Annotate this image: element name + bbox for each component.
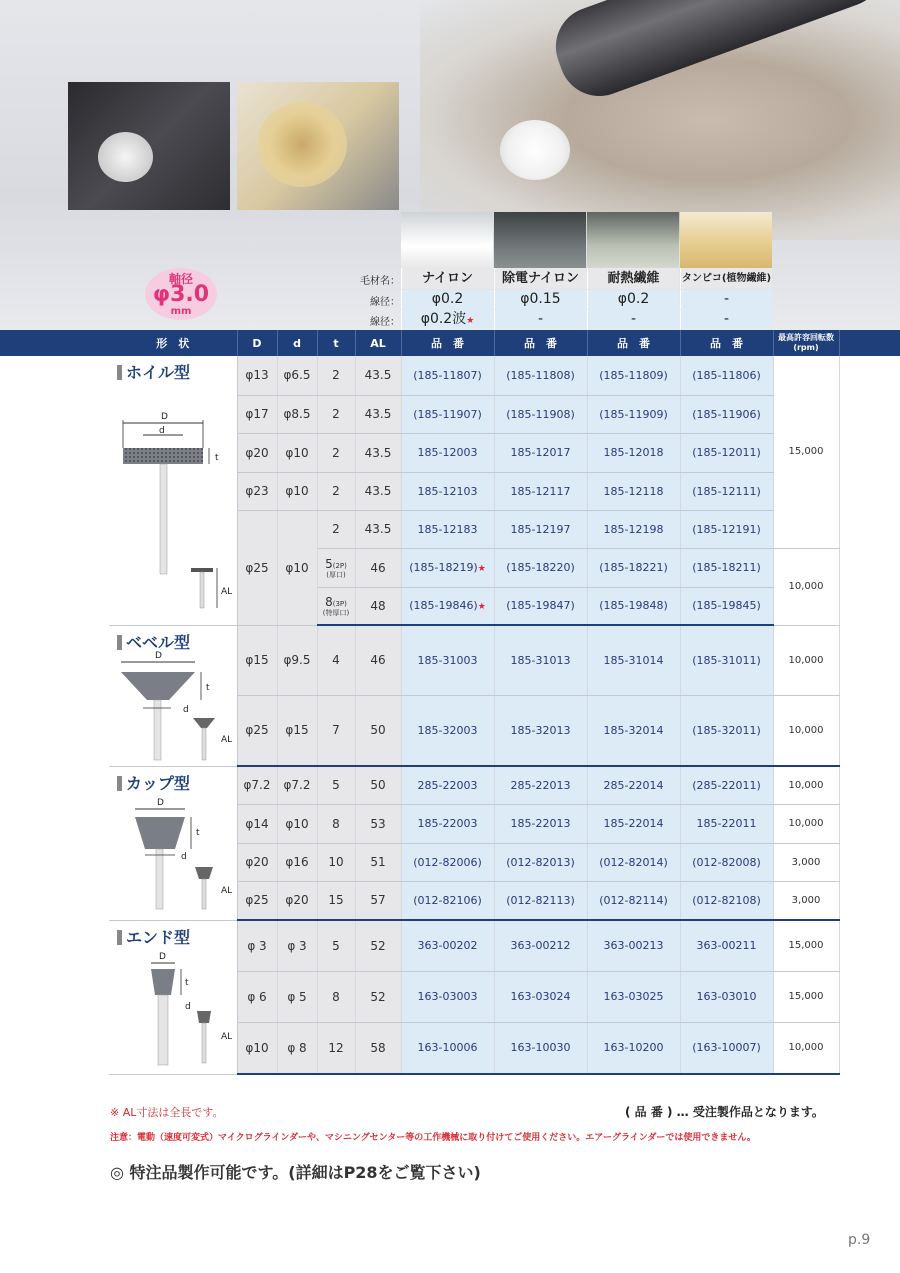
cell-part: (012-82006) [401,843,494,881]
th-part-3: 品 番 [587,330,680,356]
label-t: t [196,827,200,838]
wire2-nylon-text: φ0.2波 [420,311,467,327]
cell-d: φ 3 [277,920,317,971]
wheel-diagram [109,388,235,618]
cell-part: 363-00213 [587,920,680,971]
swatch-nylon [401,212,493,268]
cell-d: φ10 [277,472,317,510]
cell-AL: 52 [355,971,401,1022]
note-made-to-order: ( 品 番 ) … 受注製作品となります。 [625,1105,824,1119]
cell-part: 185-12117 [494,472,587,510]
t-value: 5 [325,556,333,571]
cell-part: (012-82008) [680,843,773,881]
cell-part: 163-03024 [494,971,587,1022]
cell-part: (185-12011) [680,433,773,472]
cell-part [401,587,494,625]
cell-t: 5 [317,766,355,804]
cell-D: φ20 [237,843,277,881]
label-AL: AL [221,587,233,597]
thumb-tampico-brush [237,82,399,210]
cell-part: (185-19845) [680,587,773,625]
star-mark: ★ [477,564,486,574]
cell-part: 185-22011 [680,804,773,843]
cell-d: φ10 [277,510,317,625]
th-shape: 形 状 [109,330,237,356]
cell-t: 12 [317,1022,355,1074]
cell-D: φ13 [237,356,277,395]
cell-D: φ20 [237,433,277,472]
material-tampico: タンピコ(植物繊維) [680,268,772,289]
cell-D: φ 3 [237,920,277,971]
cell-part: (185-18220) [494,548,587,587]
cell-AL: 43.5 [355,433,401,472]
cell-part: 363-00202 [401,920,494,971]
swatch-antistatic-nylon [494,212,586,268]
table-header-row [109,330,839,356]
th-part-2: 品 番 [494,330,587,356]
cell-part: (163-10007) [680,1022,773,1074]
cell-d: φ 8 [277,1022,317,1074]
cell-part: (185-11908) [494,395,587,433]
th-D: D [237,330,277,356]
label-AL: AL [221,1031,233,1042]
cell-part: 185-12118 [587,472,680,510]
cell-part: (185-11906) [680,395,773,433]
cell-part: 185-31003 [401,625,494,695]
wire1-tampico: - [680,290,772,309]
shape-cup-label: カップ型 [126,773,190,793]
cell-d: φ9.5 [277,625,317,695]
table-row [109,766,839,804]
badge-label: 軸径 [168,272,193,286]
label-d: d [159,426,165,436]
cell-D: φ25 [237,881,277,920]
cell-part: 185-12197 [494,510,587,548]
star-mark: ★ [477,602,486,613]
shape-title-cup [109,767,237,794]
cell-D: φ17 [237,395,277,433]
cell-part: 185-12198 [587,510,680,548]
cell-part: 363-00211 [680,920,773,971]
note-al-length: ※ AL寸法は全長です。 [110,1106,224,1119]
cell-part: 285-22003 [401,766,494,804]
cell-AL: 58 [355,1022,401,1074]
cell-d: φ10 [277,433,317,472]
cell-part: (012-82013) [494,843,587,881]
label-t: t [206,682,210,693]
cell-D: φ15 [237,625,277,695]
th-t: t [317,330,355,356]
material-heat-fiber: 耐熱繊維 [587,268,679,289]
cell-part: 185-32003 [401,695,494,766]
cell-t: 15 [317,881,355,920]
shape-title-end [109,921,237,948]
material-nylon: ナイロン [401,268,493,289]
t-value: 8 [325,594,333,609]
bevel-diagram [109,650,235,770]
label-D: D [155,650,162,661]
label-d: d [183,704,189,715]
th-AL: AL [355,330,401,356]
spec-table [109,330,840,1075]
cell-rpm: 10,000 [773,1022,839,1074]
cell-part: (185-19847) [494,587,587,625]
caution-note: 注意：電動（速度可変式）マイクログラインダーや、マシニングセンター等の工作機械に取り付けてご使用ください。エアーグラインダーでは使用できません。 [110,1133,756,1143]
shape-title-bevel [109,626,237,653]
cell-part: (012-82106) [401,881,494,920]
cell-d: φ10 [277,804,317,843]
cell-t: 10 [317,843,355,881]
cell-d: φ6.5 [277,356,317,395]
cell-part: (012-82014) [587,843,680,881]
cell-D: φ25 [237,510,277,625]
cell-part: 185-12017 [494,433,587,472]
star-mark: ★ [466,316,475,326]
shape-bevel [109,625,237,766]
cell-part: (012-82113) [494,881,587,920]
cell-rpm: 10,000 [773,548,839,625]
cell-part: (185-31011) [680,625,773,695]
cell-AL: 50 [355,766,401,804]
cell-d: φ8.5 [277,395,317,433]
shape-wheel-label: ホイル型 [126,363,191,382]
cell-D: φ25 [237,695,277,766]
cell-t [317,587,355,625]
cell-t [317,548,355,587]
cell-AL: 46 [355,548,401,587]
custom-order-note: ◎ 特注品製作可能です。(詳細はP28をご覧下さい) [110,1163,481,1182]
cell-part: (185-12191) [680,510,773,548]
cell-AL: 43.5 [355,472,401,510]
cell-D: φ7.2 [237,766,277,804]
cell-AL: 43.5 [355,356,401,395]
label-d: d [181,851,187,862]
label-D: D [159,951,166,962]
cell-rpm: 3,000 [773,881,839,920]
cell-part: 185-12183 [401,510,494,548]
cell-rpm: 15,000 [773,356,839,548]
shape-title-wheel [109,356,237,383]
th-part-4: 品 番 [680,330,773,356]
cell-t: 4 [317,625,355,695]
cell-d: φ 5 [277,971,317,1022]
end-diagram [109,947,235,1077]
cell-part: 185-22014 [587,804,680,843]
cell-part: 185-12103 [401,472,494,510]
th-rpm: 最高許容回転数(rpm) [773,330,839,356]
wire2-tampico: - [680,310,772,329]
cell-part: 185-32013 [494,695,587,766]
cell-part: (012-82108) [680,881,773,920]
cell-part: (185-11909) [587,395,680,433]
cell-part: (185-18221) [587,548,680,587]
label-AL: AL [221,885,233,896]
page-number: p.9 [848,1232,871,1248]
table-row [109,625,839,695]
cell-d: φ7.2 [277,766,317,804]
material-name-label: 毛材名： [360,276,400,287]
material-antistatic-nylon: 除電ナイロン [494,268,586,289]
cell-rpm: 10,000 [773,766,839,804]
cell-t: 2 [317,433,355,472]
cell-part: (185-11809) [587,356,680,395]
cup-diagram [109,793,235,923]
th-part-1: 品 番 [401,330,494,356]
cell-D: φ10 [237,1022,277,1074]
shape-end-label: エンド型 [126,927,191,947]
label-D: D [161,412,168,422]
cell-part: (185-11807) [401,356,494,395]
cell-part [401,548,494,587]
cell-part: 163-03003 [401,971,494,1022]
cell-part: 163-10006 [401,1022,494,1074]
shape-end [109,920,237,1074]
t-sub1: (3P) [332,599,347,608]
cell-t: 7 [317,695,355,766]
cell-d: φ20 [277,881,317,920]
wire1-antistatic: φ0.15 [494,290,586,309]
badge-value: φ3.0 [152,282,210,307]
label-AL: AL [221,734,233,745]
wire2-antistatic: - [494,310,586,329]
cell-rpm: 10,000 [773,804,839,843]
cell-t: 2 [317,395,355,433]
cell-part: 185-22013 [494,804,587,843]
shape-cup [109,766,237,920]
cell-part: (185-12111) [680,472,773,510]
wire2-heat: - [587,310,679,329]
cell-t: 2 [317,472,355,510]
cell-part: (185-19848) [587,587,680,625]
cell-part: 185-31013 [494,625,587,695]
wire-dia-label-2: 線径： [370,317,400,328]
cell-part: 163-03025 [587,971,680,1022]
wire1-heat: φ0.2 [587,290,679,309]
cell-part: 363-00212 [494,920,587,971]
cell-part: (185-11808) [494,356,587,395]
cell-part: 163-10200 [587,1022,680,1074]
cell-part: (285-22011) [680,766,773,804]
label-t: t [215,453,219,463]
cell-part: 285-22013 [494,766,587,804]
cell-t: 2 [317,510,355,548]
t-sub1: (2P) [332,561,347,570]
cell-D: φ 6 [237,971,277,1022]
cell-rpm: 10,000 [773,625,839,695]
swatch-tampico [680,212,772,268]
cell-part: 185-12003 [401,433,494,472]
cell-t: 5 [317,920,355,971]
table-row [109,356,839,395]
table-row [109,920,839,971]
cell-part: 285-22014 [587,766,680,804]
cell-part: 185-22003 [401,804,494,843]
swatch-heat-fiber [587,212,679,268]
wire1-nylon: φ0.2 [401,290,493,309]
wire-dia-label-1: 線径： [370,297,400,308]
badge-unit: mm [170,306,192,317]
cell-d: φ15 [277,695,317,766]
cell-part: (185-11806) [680,356,773,395]
shape-wheel [109,356,237,625]
shape-bevel-label: ベベル型 [126,632,191,652]
label-D: D [157,797,164,808]
thumb-nylon-brush [68,82,230,210]
cell-AL: 50 [355,695,401,766]
cell-part: (185-18211) [680,548,773,587]
cell-rpm: 15,000 [773,920,839,971]
cell-AL: 51 [355,843,401,881]
cell-rpm: 15,000 [773,971,839,1022]
cell-D: φ14 [237,804,277,843]
cell-AL: 46 [355,625,401,695]
t-sub2: (特厚口) [322,608,350,617]
cell-d: φ16 [277,843,317,881]
cell-t: 8 [317,804,355,843]
cell-t: 8 [317,971,355,1022]
cell-AL: 53 [355,804,401,843]
cell-part: (185-32011) [680,695,773,766]
cell-D: φ23 [237,472,277,510]
shaft-diameter-badge [145,268,217,320]
cell-part: 163-03010 [680,971,773,1022]
cell-part: 185-32014 [587,695,680,766]
cell-AL: 48 [355,587,401,625]
th-d: d [277,330,317,356]
cell-part: 163-10030 [494,1022,587,1074]
cell-part: 185-31014 [587,625,680,695]
cell-AL: 43.5 [355,510,401,548]
cell-rpm: 3,000 [773,843,839,881]
cell-rpm: 10,000 [773,695,839,766]
label-t: t [185,977,189,988]
nylon-brush-photo [500,120,570,180]
cell-part: 185-12018 [587,433,680,472]
wire2-nylon [401,310,493,329]
cell-part: (185-11907) [401,395,494,433]
cell-AL: 52 [355,920,401,971]
part-text: (185-18219) [409,561,478,574]
cell-t: 2 [317,356,355,395]
cell-part: (012-82114) [587,881,680,920]
part-text: (185-19846) [409,599,478,613]
t-sub2: (厚口) [326,570,346,579]
cell-AL: 43.5 [355,395,401,433]
label-d: d [185,1001,191,1012]
cell-AL: 57 [355,881,401,920]
